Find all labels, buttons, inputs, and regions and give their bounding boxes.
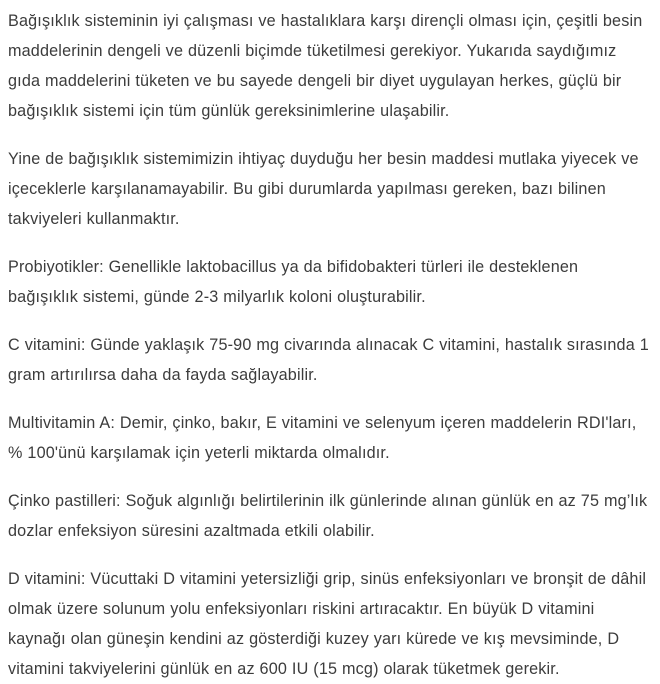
paragraph-vitamin-d: D vitamini: Vücuttaki D vitamini yetersizliği grip, sinüs enfeksiyonları ve bronşit de dâhil olmak üzere solunum yolu enfeksiyonları riskini artıracaktır. En büyük D vitamini kaynağı olan güneşin kendini az gösterdiği kuzey yarı kürede ve kış mevsiminde, D vitamini takviyelerini günlük en az 600 IU (15 mcg) olarak tüketmek gerekir. [8,570,647,678]
paragraph-vitamin-c: C vitamini: Günde yaklaşık 75-90 mg civarında alınacak C vitamini, hastalık sırasında 1 gram artırılırsa daha da fayda sağlayabilir. [8,336,649,384]
paragraph-supplements-needed: Yine de bağışıklık sistemimizin ihtiyaç duyduğu her besin maddesi mutlaka yiyecek ve içeceklerle karşılanamayabilir. Bu gibi durumlarda yapılması gereken, bazı bilinen takviyeleri kullanmaktır. [8,150,639,228]
paragraph-zinc-lozenges: Çinko pastilleri: Soğuk algınlığı belirtilerinin ilk günlerinde alınan günlük en az 75 mg’lık dozlar enfeksiyon süresini azaltmada etkili olabilir. [8,492,648,540]
paragraph-probiotics: Probiyotikler: Genellikle laktobacillus ya da bifidobakteri türleri ile desteklenen bağışıklık sistemi, günde 2-3 milyarlık koloni oluşturabilir. [8,258,579,306]
paragraph-multivitamin-a: Multivitamin A: Demir, çinko, bakır, E vitamini ve selenyum içeren maddelerin RDI'ları, % 100'ünü karşılamak için yeterli miktarda olmalıdır. [8,414,637,462]
paragraph-intro-balanced-diet: Bağışıklık sisteminin iyi çalışması ve hastalıklara karşı dirençli olması için, çeşitli besin maddelerinin dengeli ve düzenli biçimde tüketilmesi gerekiyor. Yukarıda saydığımız gıda maddelerini tüketen ve bu sayede dengeli bir diyet uygulayan herkes, güçlü bir bağışıklık sistemi için tüm günlük gereksinimlerine ulaşabilir. [8,12,643,120]
